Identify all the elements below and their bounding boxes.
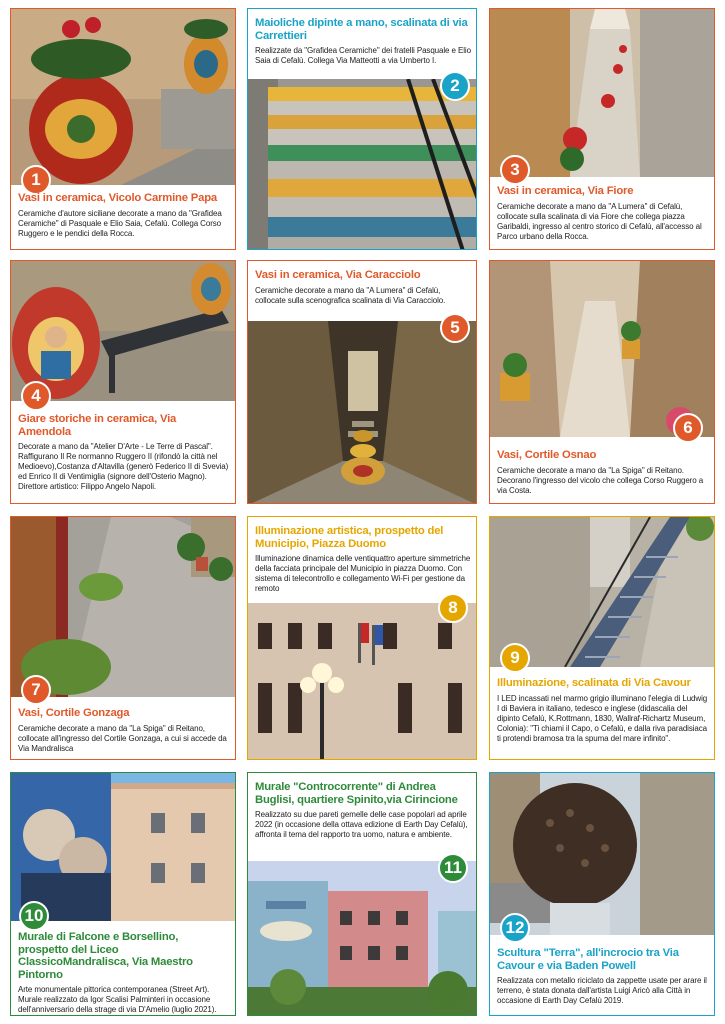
- card-1: [10, 8, 236, 250]
- card-5-title: Vasi in ceramica, Via Caracciolo: [255, 269, 421, 281]
- card-2: [247, 8, 477, 250]
- photo-scultura-terra: [490, 773, 715, 935]
- card-2-body: Realizzate da "Grafidea Ceramiche" dei fratelli Pasquale e Elio Saia di Cefalù. Collega Via Matteotti a via Umberto I.: [255, 46, 471, 65]
- card-11-title: Murale "Controcorrente" di Andrea Buglisi, quartiere Spinito,via Cirincione: [255, 781, 458, 806]
- photo-municipio-piazza-duomo: [248, 603, 477, 760]
- card-10-body: Arte monumentale pittorica contemporanea (Street Art). Murale realizzato da Igor Scalisi Palminteri in occasione dell'anniversario della strage di via D'Amelio (luglio 2021).: [18, 985, 217, 1014]
- card-3-body: Ceramiche decorate a mano da "A Lumera" di Cefalù, collocate sulla scalinata di via Fiore che collega piazza Garibaldi, ingresso al centro storico di Cefalù, all'accesso al Parco urbano della Rocca.: [497, 201, 702, 241]
- card-4-body: Decorate a mano da "Atelier D'Arte - Le Terre di Pascal". Raffigurano Il Re normanno Ruggero II (rifondò la città nel Medioevo),Costanza d'Altavilla (generò Federico II di Svevia) ed Enrico II di Ventimiglia (signore dell'Osterio Magno). Direttore artistico: Filippo Angelo Napoli.: [18, 442, 229, 491]
- card-8-title: Illuminazione artistica, prospetto del Municipio, Piazza Duomo: [255, 525, 444, 550]
- number-badge-1: 1: [21, 165, 51, 195]
- number-badge-6: 6: [673, 413, 703, 443]
- card-8: [247, 516, 477, 760]
- number-badge-10: 10: [19, 901, 49, 931]
- card-3: [489, 8, 715, 250]
- card-12-title: Scultura "Terra", all'incrocio tra Via Cavour e via Baden Powell: [497, 947, 679, 972]
- card-1-title: Vasi in ceramica, Vicolo Carmine Papa: [18, 192, 217, 204]
- number-badge-2: 2: [440, 71, 470, 101]
- card-5-body: Ceramiche decorate a mano da "A Lumera" di Cefalù, collocate sulla scenografica scalinata di Via Caracciolo.: [255, 285, 446, 305]
- number-badge-4: 4: [21, 381, 51, 411]
- card-7-title: Vasi, Cortile Gonzaga: [18, 707, 130, 719]
- card-9-body: I LED incassati nel marmo grigio illuminano l'elegia di Ludwig I di Baviera in italiano, tedesco e inglese (didascalia del dipinto Cefalù, K.Rottmann, 1830, Wallraf-Richartz Museum, Colonia): "Ti chiami il Capo, o Cefalù, e dalla riva paradisiaca ti protendi bramosa tra la spuma del mare infinito".: [497, 693, 708, 743]
- card-8-body: Illuminazione dinamica delle ventiquattro aperture simmetriche della facciata principale del Municipio in piazza Duomo. Con sistema di telecontrollo e collegamento Wi-Fi per gestione da remoto: [255, 554, 471, 593]
- photo-scalinata-carrettieri: [248, 79, 477, 250]
- card-11-body: Realizzato su due pareti gemelle delle case popolari ad aprile 2022 (in occasione della ottava edizione di Earth Day Cefalù), affronta il tema del rapporto tra uomo, natura e ambiente.: [255, 810, 468, 839]
- card-10-title: Murale di Falcone e Borsellino, prospetto del Liceo ClassicoMandralisca, Via Maestro Pintorno: [18, 931, 193, 981]
- card-7-body: Ceramiche decorate a mano da "La Spiga" di Reitano, collocate all'ingresso del Cortile Gonzaga, a cui si accede da Via Mandralisca: [18, 723, 227, 753]
- card-12: [489, 772, 715, 1016]
- card-11: [247, 772, 477, 1016]
- photo-via-fiore: [490, 9, 715, 177]
- number-badge-9: 9: [500, 643, 530, 673]
- number-badge-8: 8: [438, 593, 468, 623]
- card-12-body: Realizzata con metallo riciclato da zappette usate per arare il terreno, è stata donata dall'artista Luigi Aricò alla Città in occasione di Earth Day Cefalù 2019.: [497, 976, 707, 1005]
- card-1-body: Ceramiche d'autore siciliane decorate a mano da "Grafidea Ceramiche" di Pasquale e Elio Saia, Cefalù. Collega Corso Ruggero e le pendici della Rocca.: [18, 208, 222, 238]
- card-9: [489, 516, 715, 760]
- card-7: [10, 516, 236, 760]
- card-5: [247, 260, 477, 504]
- card-10: [10, 772, 236, 1016]
- card-4: [10, 260, 236, 504]
- card-4-title: Giare storiche in ceramica, Via Amendola: [18, 413, 177, 438]
- card-2-title: Maioliche dipinte a mano, scalinata di via Carrettieri: [255, 17, 468, 42]
- number-badge-3: 3: [500, 155, 530, 185]
- photo-cortile-gonzaga: [11, 517, 236, 697]
- number-badge-5: 5: [440, 313, 470, 343]
- photo-vicolo-carmine-papa: [11, 9, 236, 185]
- photo-murale-controcorrente: [248, 861, 477, 1016]
- photo-cortile-osnao: [490, 261, 715, 437]
- card-6-body: Ceramiche decorate a mano da "La Spiga" di Reitano. Decorano l'ingresso del vicolo che collega Corso Ruggero a via Costa.: [497, 465, 704, 495]
- card-6-title: Vasi, Cortile Osnao: [497, 449, 597, 461]
- number-badge-11: 11: [438, 853, 468, 883]
- number-badge-7: 7: [21, 675, 51, 705]
- photo-scalinata-via-cavour: [490, 517, 715, 667]
- photo-murale-falcone-borsellino: [11, 773, 236, 921]
- card-9-title: Illuminazione, scalinata di Via Cavour: [497, 677, 691, 689]
- card-3-title: Vasi in ceramica, Via Fiore: [497, 185, 634, 197]
- photo-via-caracciolo: [248, 321, 477, 504]
- photo-via-amendola: [11, 261, 236, 401]
- card-6: [489, 260, 715, 504]
- number-badge-12: 12: [500, 913, 530, 943]
